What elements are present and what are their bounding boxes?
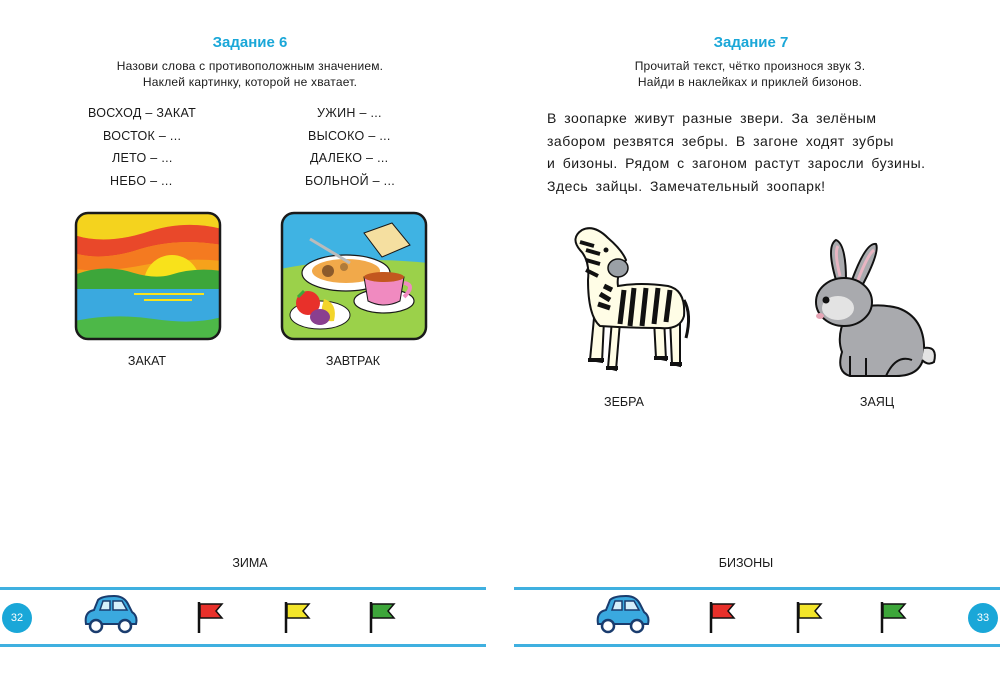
car-icon [80, 594, 138, 636]
picture-caption: ЗАКАТ [127, 354, 167, 368]
story-text [547, 107, 987, 197]
antonym-pair: ВОСТОК – ... [103, 129, 182, 143]
task-6-instruction [40, 58, 460, 90]
story-line: забором резвятся зебры. В загоне ходят зубры [547, 132, 894, 149]
instruction-line: Найди в наклейках и приклей бизонов. [637, 75, 863, 89]
bottom-caption: БИЗОНЫ [718, 556, 774, 570]
picture-caption: ЗАЯЦ [859, 395, 895, 409]
page-number: 32 [2, 603, 32, 633]
bottom-caption: ЗИМА [232, 556, 268, 570]
task-7-title: Задание 7 [713, 34, 789, 51]
picture-caption: ЗЕБРА [604, 395, 644, 409]
flag-icon [283, 600, 313, 634]
flag-icon [368, 600, 398, 634]
flag-icon [795, 600, 825, 634]
sunset-picture [74, 211, 222, 341]
antonym-pair: ДАЛЕКО – ... [310, 151, 389, 165]
task-6-title: Задание 6 [212, 34, 288, 51]
antonym-pair: БОЛЬНОЙ – ... [305, 174, 396, 188]
footer-border-bottom [514, 644, 1000, 647]
antonym-pair: ВОСХОД – ЗАКАТ [88, 106, 197, 120]
antonym-pair: НЕБО – ... [110, 174, 173, 188]
instruction-line: Назови слова с противоположным значением. [116, 59, 384, 73]
page-number: 33 [968, 603, 998, 633]
flag-icon [196, 600, 226, 634]
picture-caption: ЗАВТРАК [325, 354, 381, 368]
hare-picture [806, 236, 938, 378]
instruction-line: Прочитай текст, чётко произнося звук З. [634, 59, 866, 73]
antonym-pair: УЖИН – ... [317, 106, 382, 120]
footer-border-top [0, 587, 486, 590]
car-icon [592, 594, 650, 636]
story-line: В зоопарке живут разные звери. За зелёным [547, 110, 877, 126]
instruction-line: Наклей картинку, которой не хватает. [142, 75, 358, 89]
antonym-pair: ЛЕТО – ... [112, 151, 173, 165]
zebra-picture [560, 220, 695, 375]
breakfast-picture [280, 211, 428, 341]
antonym-pair: ВЫСОКО – ... [308, 129, 391, 143]
flag-icon [879, 600, 909, 634]
story-line: Здесь зайцы. Замечательный зоопарк! [547, 177, 826, 194]
story-line: и бизоны. Рядом с загоном растут заросли бузины. [547, 155, 926, 171]
task-7-instruction [540, 58, 960, 90]
footer-border-top [514, 587, 1000, 590]
flag-icon [708, 600, 738, 634]
footer-border-bottom [0, 644, 486, 647]
